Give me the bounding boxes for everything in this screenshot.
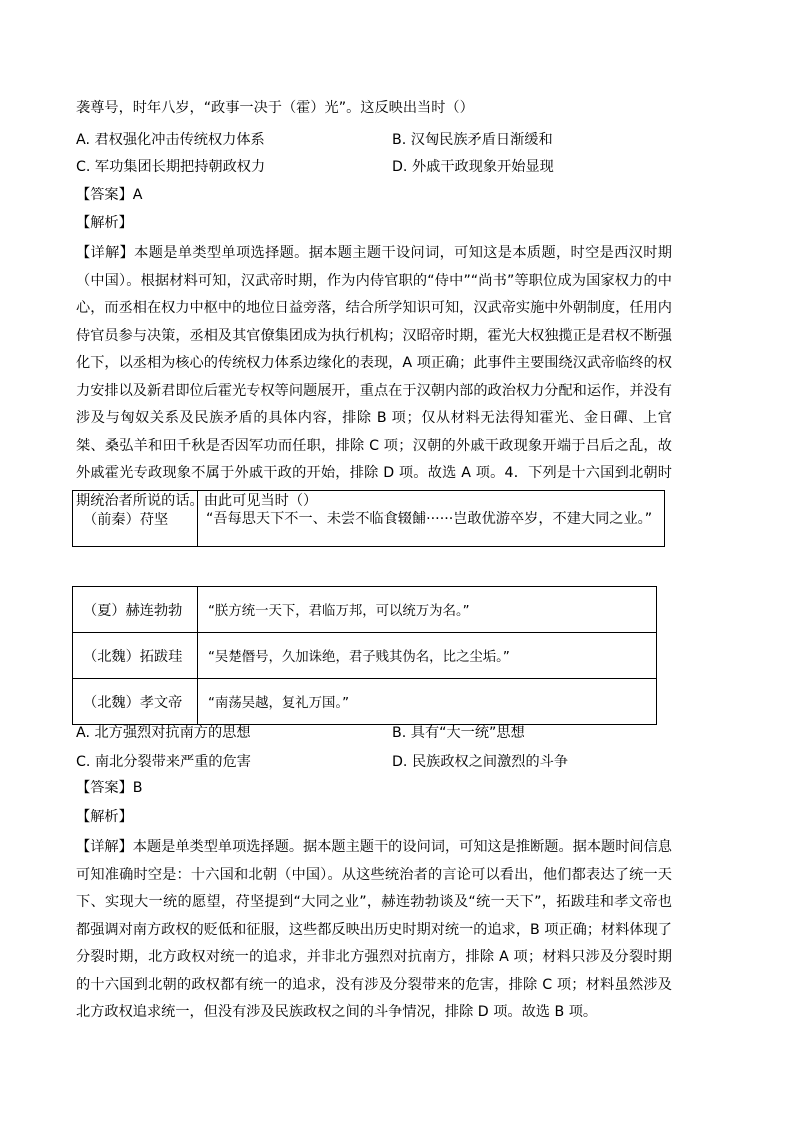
- q4-analysis-label: 【解析】: [76, 809, 133, 825]
- table-row: [73, 491, 665, 547]
- quote-cell: “吴楚僭号，久加诛绝，君子贱其伪名，比之尘垢。”: [198, 633, 657, 679]
- q3-detail: 【详解】本题是单类型单项选择题。据本题主题干设问词，可知这是本质题，时空是西汉时期（中国）。根据材料可知，汉武帝时期，作为内侍官职的“侍中”“尚书”等职位成为国家权力的中心，而丞相在权力中枢中的地位日益旁落，结合所学知识可知，汉武帝实施中外朝制度，任用内侍官员参与决策，丞相及其官僚集团成为执行机构；汉昭帝时期，霍光大权独揽正是君权不断强化下，以丞相为核心的传统权力体系边缘化的表现，A 项正确；此事件主要围绕汉武帝临终的权力安排以及新君即位后霍光专权等问题展开，重点在于汉朝内部的政治权力分配和运作，并没有涉及与匈奴关系及民族矛盾的具体内容，排除 B 项；仅从材料无法得知霍光、金日磾、上官桀、桑弘羊和田千秋是否因军功而任职，排除 C 项；汉朝的外戚干政现象开端于吕后之乱，故外戚霍光专政现象不属于外戚干政的开始，排除 D 项。故选 A 项。4．下列是十六国到北朝时期统治者所说的话。由此可见当时（）: [76, 245, 672, 509]
- q4-option-c: C. 南北分裂带来严重的危害: [76, 754, 251, 770]
- table-row: [73, 587, 657, 633]
- q4-option-b: B. 具有“大一统”思想: [392, 725, 525, 741]
- quote-cell: “朕方统一天下，君临万邦，可以统万为名。”: [198, 587, 657, 633]
- ruler-cell: （北魏）孝文帝: [73, 679, 198, 725]
- ruler-cell: （前秦）苻坚: [73, 491, 198, 547]
- q4-option-d: D. 民族政权之间激烈的斗争: [392, 754, 569, 770]
- q4-quote-table-2: [72, 586, 657, 725]
- q3-stem-tail: 袭尊号，时年八岁，“政事一决于（霍）光”。这反映出当时（）: [76, 100, 474, 116]
- q3-answer: 【答案】A: [76, 187, 143, 203]
- q4-option-a: A. 北方强烈对抗南方的思想: [76, 725, 251, 741]
- q4-answer: 【答案】B: [76, 780, 143, 796]
- q3-option-a: A. 君权强化冲击传统权力体系: [76, 132, 265, 148]
- quote-cell: “吾每思天下不一、未尝不临食辍餔······岂敢优游卒岁，不建大同之业。”: [198, 491, 665, 547]
- ruler-cell: （北魏）拓跋珪: [73, 633, 198, 679]
- q3-analysis-label: 【解析】: [76, 215, 133, 231]
- q4-detail: 【详解】本题是单类型单项选择题。据本题主题干的设问词，可知这是推断题。据本题时间信息可知准确时空是：十六国和北朝（中国）。从这些统治者的言论可以看出，他们都表达了统一天下、实现大一统的愿望，苻坚提到“大同之业”，赫连勃勃谈及“统一天下”，拓跋珪和孝文帝也都强调对南方政权的贬低和征服，这些都反映出历史时期对统一的追求，B 项正确；材料体现了分裂时期，北方政权对统一的追求，并非北方强烈对抗南方，排除 A 项；材料只涉及分裂时期的十六国到北朝的政权都有统一的追求，没有涉及分裂带来的危害，排除 C 项；材料虽然涉及北方政权追求统一，但没有涉及民族政权之间的斗争情况，排除 D 项。故选 B 项。: [76, 839, 672, 1020]
- q3-option-c: C. 军功集团长期把持朝政权力: [76, 159, 266, 175]
- quote-cell: “南荡吴越，复礼万国。”: [198, 679, 657, 725]
- q4-quote-table-1: [72, 490, 665, 547]
- q3-option-b: B. 汉匈民族矛盾日渐缓和: [392, 132, 553, 148]
- table-row: [73, 679, 657, 725]
- ruler-cell: （夏）赫连勃勃: [73, 587, 198, 633]
- table-row: [73, 633, 657, 679]
- q3-option-d: D. 外戚干政现象开始显现: [392, 159, 554, 175]
